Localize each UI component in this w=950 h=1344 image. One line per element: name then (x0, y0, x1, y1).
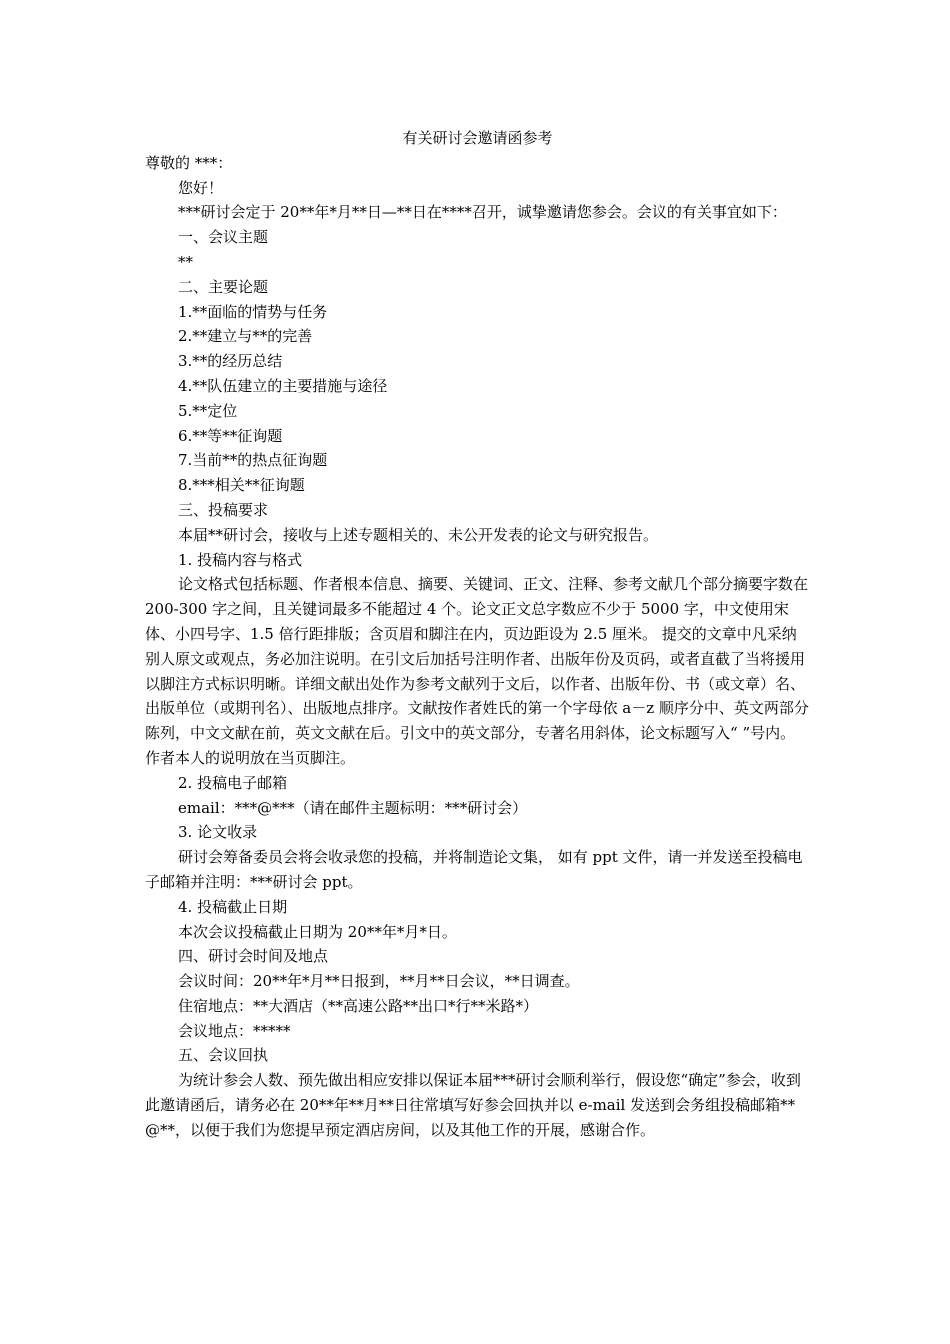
section-heading-topics: 二、主要论题 (178, 277, 269, 296)
subsection-body-format: 论文格式包括标题、作者根本信息、摘要、关键词、正文、注释、参考文献几个部分摘要字数在 200-300 字之间，且关键词最多不能超过 4 个。论文正文总字数应不少于 5000 字，中文使用宋体、小四号字、1.5 倍行距排版；含页眉和脚注在内，页边距设为 2.5 厘米。 提交的文章中凡采纳别人原文或观点，务必加注说明。在引文后加括号注明作者、出版年份及页码，或者直截了当将援用以脚注方式标识明晰。详细文献出处作为参考文献列于文后，以作者、出版年份、书（或文章）名、出版单位（或期刊名）、出版地点排序。文献按作者姓氏的第一个字母依 a－z 顺序分中、英文两部分陈列，中文文献在前，英文文献在后。引文中的英文部分，专著名用斜体，论文标题写入“ ”号内。作者本人的说明放在当页脚注。 (145, 575, 809, 767)
topic-item: 4.**队伍建立的主要措施与途径 (178, 376, 388, 395)
lodging-location: 住宿地点：**大酒店（**高速公路**出口*行**米路*） (178, 996, 539, 1015)
meeting-time: 会议时间：20**年*月**日报到，**月**日会议，**日调查。 (178, 972, 580, 991)
subsection-heading-deadline: 4. 投稿截止日期 (178, 897, 288, 916)
section-heading-theme: 一、会议主题 (178, 228, 269, 247)
topic-item: 2.**建立与**的完善 (178, 327, 313, 346)
submission-intro: 本届**研讨会，接收与上述专题相关的、未公开发表的论文与研究报告。 (178, 525, 659, 544)
meeting-location: 会议地点：***** (178, 1021, 291, 1040)
topic-item: 8.***相关**征询题 (178, 476, 305, 495)
subsection-heading-email: 2. 投稿电子邮箱 (178, 773, 288, 792)
subsection-body-deadline: 本次会议投稿截止日期为 20**年*月*日。 (178, 922, 457, 941)
salutation: 尊敬的 ***： (145, 153, 233, 172)
section-body-reply: 为统计参会人数、预先做出相应安排以保证本届***研讨会顺利举行，假设您“确定”参会，收到此邀请函后，请务必在 20**年**月**日往常填写好参会回执并以 e-mail 发送到会务组投稿邮箱**@**，以便于我们为您提早预定酒店房间，以及其他工作的开展，感谢合作。 (145, 1071, 801, 1139)
topic-item: 5.**定位 (178, 401, 238, 420)
topic-item: 1.**面临的情势与任务 (178, 302, 328, 321)
section-heading-reply: 五、会议回执 (178, 1046, 269, 1065)
topic-item: 3.**的经历总结 (178, 352, 283, 371)
subsection-body-collection: 研讨会筹备委员会将会收录您的投稿，并将制造论文集， 如有 ppt 文件，请一并发送至投稿电子邮箱并注明：***研讨会 ppt。 (145, 848, 803, 891)
topic-item: 6.**等**征询题 (178, 426, 283, 445)
greeting: 您好！ (178, 178, 224, 197)
section-heading-submission: 三、投稿要求 (178, 500, 269, 519)
intro-paragraph: ***研讨会定于 20**年*月**日—**日在****召开，诚挚邀请您参会。会议的有关事宜如下： (178, 203, 787, 222)
subsection-body-email: email：***@***（请在邮件主题标明：***研讨会） (178, 798, 528, 817)
subsection-heading-format: 1. 投稿内容与格式 (178, 550, 303, 569)
section-heading-time-place: 四、研讨会时间及地点 (178, 947, 329, 966)
document-body (145, 126, 810, 1143)
document-title: 有关研讨会邀请函参考 (402, 129, 553, 147)
subsection-heading-collection: 3. 论文收录 (178, 823, 258, 842)
section-body-theme: ** (178, 252, 193, 271)
topic-item: 7.当前**的热点征询题 (178, 451, 328, 470)
